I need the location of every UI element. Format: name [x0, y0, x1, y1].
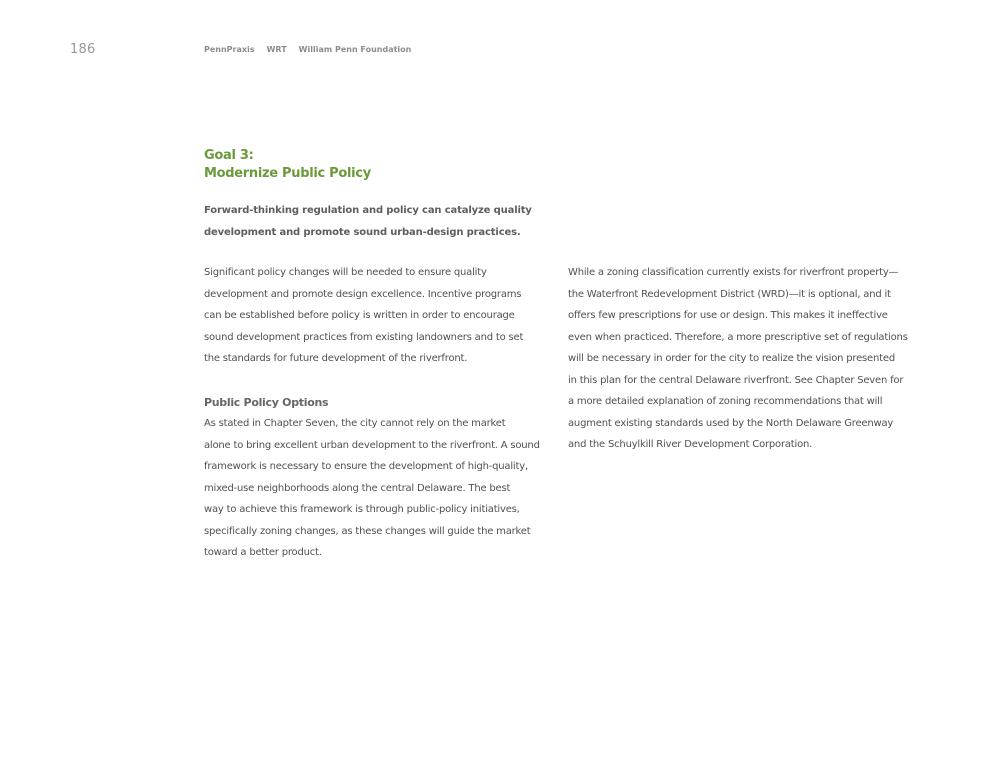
text-line: a more detailed explanation of zoning recommendations that will	[568, 396, 883, 407]
text-line: augment existing standards used by the North Delaware Greenway	[568, 417, 894, 429]
text-line: alone to bring excellent urban development to the riverfront. A sound	[204, 439, 540, 451]
header-item: William Penn Foundation	[298, 45, 412, 54]
running-header	[204, 45, 411, 54]
goal-label: Goal 3:	[204, 148, 254, 163]
goal-title: Modernize Public Policy	[204, 166, 371, 181]
subheading-public-policy-options: Public Policy Options	[204, 396, 329, 409]
text-line: As stated in Chapter Seven, the city cannot rely on the market	[204, 418, 506, 429]
right-column	[568, 262, 918, 456]
text-line: mixed-use neighborhoods along the central Delaware. The best	[204, 482, 511, 494]
text-line: development and promote design excellence. Incentive programs	[204, 288, 522, 300]
text-line: even when practiced. Therefore, a more prescriptive set of regulations	[568, 331, 908, 343]
text-line: in this plan for the central Delaware riverfront. See Chapter Seven for	[568, 374, 904, 386]
text-line: sound development practices from existing landowners and to set	[204, 331, 524, 343]
text-line: the standards for future development of the riverfront.	[204, 353, 468, 364]
text-line: and the Schuylkill River Development Corporation.	[568, 439, 813, 450]
text-line: offers few prescriptions for use or design. This makes it ineffective	[568, 310, 888, 321]
text-line: can be established before policy is written in order to encourage	[204, 310, 515, 321]
left-column-intro	[204, 262, 549, 370]
text-line: Significant policy changes will be needed to ensure quality	[204, 267, 487, 278]
text-line: specifically zoning changes, as these changes will guide the market	[204, 525, 531, 537]
text-line: toward a better product.	[204, 547, 322, 558]
text-line: While a zoning classification currently exists for riverfront property—	[568, 267, 899, 278]
header-item: WRT	[266, 45, 287, 54]
header-item: PennPraxis	[204, 45, 255, 54]
lead-line: Forward-thinking regulation and policy can catalyze quality	[204, 205, 532, 216]
text-line: will be necessary in order for the city to realize the vision presented	[568, 353, 895, 364]
left-column-options	[204, 413, 549, 564]
text-line: the Waterfront Redevelopment District (WRD)—it is optional, and it	[568, 288, 891, 300]
lead-paragraph	[204, 200, 532, 243]
text-line: framework is necessary to ensure the development of high-quality,	[204, 461, 528, 472]
page-number: 186	[70, 42, 96, 57]
lead-line: development and promote sound urban-design practices.	[204, 226, 521, 238]
goal-heading	[204, 147, 371, 183]
text-line: way to achieve this framework is through public-policy initiatives,	[204, 504, 520, 515]
